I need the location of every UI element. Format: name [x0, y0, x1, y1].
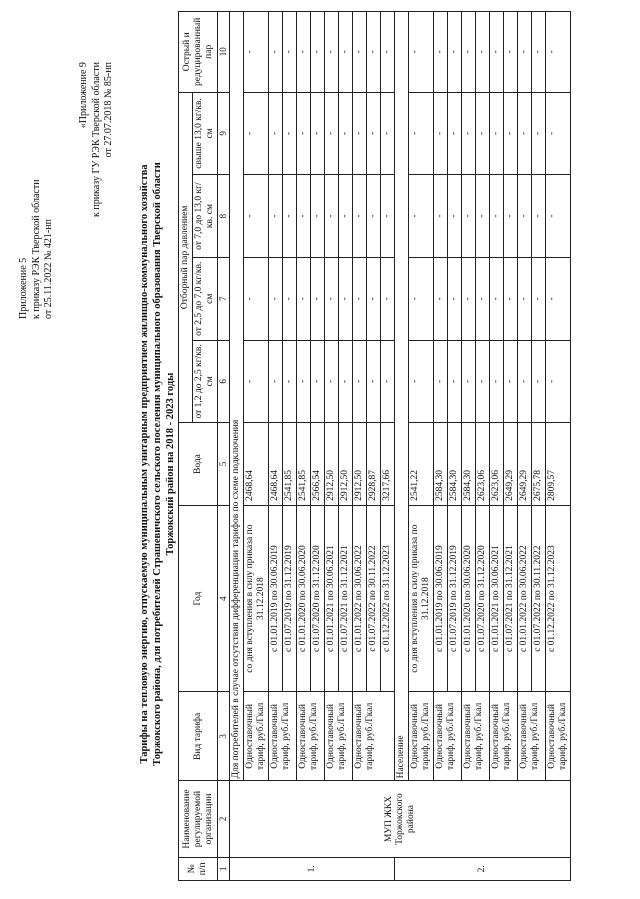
water-tariff: 2468,64 [244, 423, 269, 506]
section-row [230, 12, 244, 881]
empty-value-dash: - [504, 257, 518, 340]
tariff-kind: Одноставочный тариф, руб./Гкал [490, 692, 518, 781]
header-num: № п/п [179, 857, 218, 880]
empty-value-dash: - [532, 340, 546, 423]
empty-value-dash: - [462, 340, 476, 423]
empty-value-dash: - [269, 175, 283, 258]
empty-value-dash: - [353, 12, 367, 93]
tariff-kind: Одноставочный тариф, руб./Гкал [434, 692, 462, 781]
table-row [297, 12, 311, 881]
tariff-period: с 01.12.2022 по 31.12.2023 [546, 505, 571, 692]
empty-value-dash: - [409, 175, 434, 258]
tariff-kind: Одноставочный тариф, руб./Гкал [462, 692, 490, 781]
water-tariff: 2912,50 [339, 423, 353, 506]
water-tariff: 2468,64 [269, 423, 283, 506]
tariff-period: с 01.01.2020 по 30.06.2020 [462, 505, 476, 692]
column-number-row [218, 12, 230, 881]
table-row [518, 12, 532, 881]
water-tariff: 2541,85 [297, 423, 311, 506]
empty-value-dash: - [353, 175, 367, 258]
column-number: 4 [218, 505, 230, 692]
empty-value-dash: - [546, 12, 571, 93]
empty-value-dash: - [518, 175, 532, 258]
empty-value-dash: - [297, 92, 311, 175]
empty-value-dash: - [339, 92, 353, 175]
table-row [434, 12, 448, 881]
header-line: «Приложение 9 [78, 62, 89, 129]
empty-value-dash: - [448, 92, 462, 175]
empty-value-dash: - [532, 257, 546, 340]
column-number: 6 [218, 340, 230, 423]
header-hot-steam: Острый и редуцированный пар [179, 12, 218, 93]
empty-value-dash: - [381, 340, 395, 423]
tariff-period: с 01.07.2021 по 31.12.2021 [504, 505, 518, 692]
empty-value-dash: - [297, 175, 311, 258]
empty-value-dash: - [283, 175, 297, 258]
title-line: Торжокского района, для потребителей Страшевичского сельского поселения муниципального образования Тверской области [152, 162, 163, 766]
column-number: 8 [218, 175, 230, 258]
header-line: от 25.11.2022 № 421-нп [43, 219, 54, 319]
tariff-kind: Одноставочный тариф, руб./Гкал [353, 692, 395, 781]
empty-value-dash: - [269, 257, 283, 340]
empty-value-dash: - [490, 12, 504, 93]
empty-value-dash: - [311, 92, 325, 175]
water-tariff: 2649,29 [518, 423, 532, 506]
empty-value-dash: - [504, 175, 518, 258]
empty-value-dash: - [325, 92, 339, 175]
water-tariff: 2584,30 [434, 423, 448, 506]
empty-value-dash: - [504, 92, 518, 175]
water-tariff: 2541,85 [283, 423, 297, 506]
water-tariff: 2584,30 [448, 423, 462, 506]
table-row [490, 12, 504, 881]
header-steam-3: от 7,0 до 13,0 кг/кв. см [193, 175, 218, 258]
empty-value-dash: - [244, 12, 269, 93]
empty-value-dash: - [490, 340, 504, 423]
empty-value-dash: - [353, 92, 367, 175]
header-line: Приложение 5 [18, 257, 29, 319]
empty-value-dash: - [297, 12, 311, 93]
empty-value-dash: - [476, 12, 490, 93]
table-row [546, 12, 571, 881]
empty-value-dash: - [409, 12, 434, 93]
water-tariff: 2912,50 [353, 423, 367, 506]
water-tariff: 2566,54 [311, 423, 325, 506]
document-title [138, 119, 177, 809]
table-row [269, 12, 283, 881]
header-line: к приказу ГУ РЭК Тверской области [90, 62, 102, 217]
header-kind: Вид тарифа [179, 692, 218, 781]
empty-value-dash: - [434, 340, 448, 423]
title-line: Тарифы на тепловую энергию, отпускаемую муниципальным унитарным предприятием жилищно-коммунального хозяйства [139, 164, 150, 764]
empty-value-dash: - [448, 12, 462, 93]
tariff-period: с 01.01.2021 по 30.06.2021 [325, 505, 339, 692]
empty-value-dash: - [339, 257, 353, 340]
tariff-kind: Одноставочный тариф, руб./Гкал [244, 692, 269, 781]
header-year: Год [179, 505, 218, 692]
organization-name: МУП ЖКХ Торжокского района [230, 781, 571, 857]
empty-value-dash: - [546, 175, 571, 258]
column-number: 1 [218, 857, 230, 880]
header-steam-2: от 2,5 до 7,0 кг/кв. см [193, 257, 218, 340]
empty-value-dash: - [476, 175, 490, 258]
empty-value-dash: - [546, 340, 571, 423]
empty-value-dash: - [339, 340, 353, 423]
empty-value-dash: - [381, 12, 395, 93]
empty-value-dash: - [448, 175, 462, 258]
empty-value-dash: - [476, 340, 490, 423]
empty-value-dash: - [546, 257, 571, 340]
tariff-period: с 01.01.2019 по 30.06.2019 [269, 505, 283, 692]
empty-value-dash: - [367, 257, 381, 340]
tariff-period: с 01.01.2022 по 30.06.2022 [518, 505, 532, 692]
empty-value-dash: - [325, 257, 339, 340]
column-number: 9 [218, 92, 230, 175]
tariff-kind: Одноставочный тариф, руб./Гкал [325, 692, 353, 781]
empty-value-dash: - [283, 92, 297, 175]
empty-value-dash: - [518, 12, 532, 93]
empty-value-dash: - [448, 257, 462, 340]
column-number: 10 [218, 12, 230, 93]
empty-value-dash: - [409, 92, 434, 175]
empty-value-dash: - [244, 257, 269, 340]
title-line: Торжокский район на 2018 - 2023 годы [165, 372, 176, 556]
tariff-table [178, 11, 571, 881]
empty-value-dash: - [409, 340, 434, 423]
empty-value-dash: - [448, 340, 462, 423]
header-steam-1: от 1,2 до 2,5 кг/кв. см [193, 340, 218, 423]
tariff-period: с 01.07.2019 по 31.12.2019 [283, 505, 297, 692]
empty-value-dash: - [311, 175, 325, 258]
header-line: от 27.07.2018 № 85-нп [103, 62, 114, 158]
tariff-period: с 01.01.2021 по 30.06.2021 [490, 505, 504, 692]
water-tariff: 2584,30 [462, 423, 476, 506]
tariff-period: с 01.07.2020 по 31.12.2020 [476, 505, 490, 692]
water-tariff: 2541,22 [409, 423, 434, 506]
table-row [244, 12, 269, 881]
section-row [395, 12, 409, 881]
empty-value-dash: - [244, 92, 269, 175]
empty-value-dash: - [339, 12, 353, 93]
table-body [230, 12, 571, 881]
header-row [179, 12, 193, 881]
header-line: к приказу РЭК Тверской области [30, 179, 42, 319]
empty-value-dash: - [269, 92, 283, 175]
table-row [325, 12, 339, 881]
header-steam-4: свыше 13,0 кг/кв. см [193, 92, 218, 175]
section-label: Для потребителей в случае отсутствия дифференциации тарифов по схеме подключения [230, 12, 244, 781]
water-tariff: 2809,57 [546, 423, 571, 506]
empty-value-dash: - [283, 12, 297, 93]
tariff-period: с 01.01.2019 по 30.06.2019 [434, 505, 448, 692]
empty-value-dash: - [381, 175, 395, 258]
empty-value-dash: - [367, 175, 381, 258]
empty-value-dash: - [381, 257, 395, 340]
empty-value-dash: - [462, 12, 476, 93]
tariff-kind: Одноставочный тариф, руб./Гкал [297, 692, 325, 781]
appendix-header [18, 179, 56, 319]
empty-value-dash: - [476, 257, 490, 340]
water-tariff: 2912,50 [325, 423, 339, 506]
empty-value-dash: - [518, 92, 532, 175]
empty-value-dash: - [434, 175, 448, 258]
tariff-period: со дня вступления в силу приказа по 31.12.2018 [409, 505, 434, 692]
tariff-kind: Одноставочный тариф, руб./Гкал [518, 692, 546, 781]
empty-value-dash: - [381, 92, 395, 175]
water-tariff: 3217,66 [381, 423, 395, 506]
tariff-period: с 01.07.2019 по 31.12.2019 [448, 505, 462, 692]
previous-appendix-header [78, 62, 116, 217]
tariff-period: с 01.07.2021 по 31.12.2021 [339, 505, 353, 692]
empty-value-dash: - [311, 340, 325, 423]
tariff-period: с 01.07.2020 по 31.12.2020 [311, 505, 325, 692]
empty-value-dash: - [532, 92, 546, 175]
empty-value-dash: - [518, 340, 532, 423]
empty-value-dash: - [462, 257, 476, 340]
empty-value-dash: - [244, 340, 269, 423]
table-row [409, 12, 434, 881]
empty-value-dash: - [283, 340, 297, 423]
empty-value-dash: - [462, 92, 476, 175]
water-tariff: 2675,78 [532, 423, 546, 506]
empty-value-dash: - [490, 175, 504, 258]
tariff-kind: Одноставочный тариф, руб./Гкал [409, 692, 434, 781]
water-tariff: 2928,87 [367, 423, 381, 506]
empty-value-dash: - [518, 257, 532, 340]
tariff-period: с 01.07.2022 по 30.11.2022 [532, 505, 546, 692]
table-row [353, 12, 367, 881]
empty-value-dash: - [434, 257, 448, 340]
empty-value-dash: - [546, 92, 571, 175]
empty-value-dash: - [311, 12, 325, 93]
empty-value-dash: - [244, 175, 269, 258]
empty-value-dash: - [297, 257, 311, 340]
empty-value-dash: - [504, 12, 518, 93]
column-number: 3 [218, 692, 230, 781]
empty-value-dash: - [353, 340, 367, 423]
empty-value-dash: - [297, 340, 311, 423]
empty-value-dash: - [269, 340, 283, 423]
empty-value-dash: - [532, 12, 546, 93]
empty-value-dash: - [367, 12, 381, 93]
header-org: Наименование регулируемой организации [179, 781, 218, 857]
empty-value-dash: - [490, 257, 504, 340]
empty-value-dash: - [434, 92, 448, 175]
empty-value-dash: - [504, 340, 518, 423]
empty-value-dash: - [325, 175, 339, 258]
water-tariff: 2623,06 [476, 423, 490, 506]
section-label: Население [395, 12, 409, 781]
empty-value-dash: - [325, 340, 339, 423]
empty-value-dash: - [532, 175, 546, 258]
empty-value-dash: - [434, 12, 448, 93]
tariff-period: со дня вступления в силу приказа по 31.12.2018 [244, 505, 269, 692]
tariff-period: с 01.12.2022 по 31.12.2023 [381, 505, 395, 692]
empty-value-dash: - [490, 92, 504, 175]
row-number: 1. [230, 857, 395, 880]
tariff-period: с 01.01.2022 по 30.06.2022 [353, 505, 367, 692]
water-tariff: 2649,29 [504, 423, 518, 506]
empty-value-dash: - [339, 175, 353, 258]
row-number: 2. [395, 857, 571, 880]
empty-value-dash: - [367, 92, 381, 175]
water-tariff: 2623,06 [490, 423, 504, 506]
header-water: Вода [179, 423, 218, 506]
column-number: 5 [218, 423, 230, 506]
empty-value-dash: - [409, 257, 434, 340]
tariff-kind: Одноставочный тариф, руб./Гкал [269, 692, 297, 781]
empty-value-dash: - [325, 12, 339, 93]
empty-value-dash: - [353, 257, 367, 340]
empty-value-dash: - [283, 257, 297, 340]
empty-value-dash: - [462, 175, 476, 258]
empty-value-dash: - [476, 92, 490, 175]
column-number: 2 [218, 781, 230, 857]
empty-value-dash: - [367, 340, 381, 423]
tariff-kind: Одноставочный тариф, руб./Гкал [546, 692, 571, 781]
tariff-period: с 01.07.2022 по 30.11.2022 [367, 505, 381, 692]
header-steam-group: Отборный пар давлением [179, 92, 193, 423]
empty-value-dash: - [311, 257, 325, 340]
empty-value-dash: - [269, 12, 283, 93]
tariff-period: с 01.01.2020 по 30.06.2020 [297, 505, 311, 692]
table-row [462, 12, 476, 881]
column-number: 7 [218, 257, 230, 340]
